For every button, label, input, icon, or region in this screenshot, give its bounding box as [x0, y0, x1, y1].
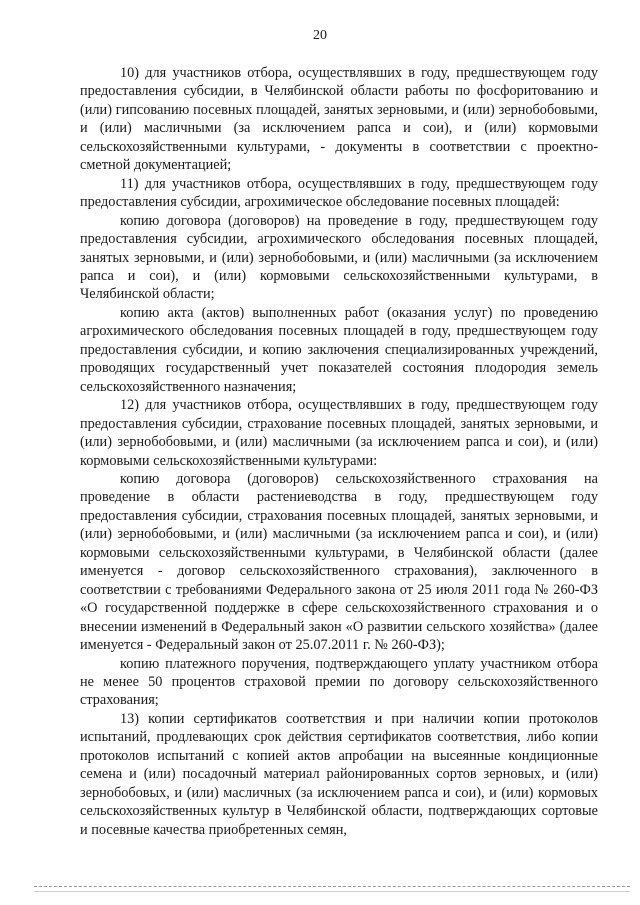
paragraph-item-11: 11) для участников отбора, осуществлявших в году, предшествующем году предоставления субсидии, агрохимическое обследование посевных площадей:: [80, 175, 598, 211]
paragraph-item-12: 12) для участников отбора, осуществлявших в году, предшествующем году предоставления субсидии, страхование посевных площадей, занятых зерновыми, и (или) зернобобовыми, и (или) масличными (за исключением рапса и сои), и (или) кормовыми сельскохозяйственными культурами:: [80, 397, 598, 469]
paragraph-payment-order: копию платежного поручения, подтверждающего уплату участником отбора не менее 50 процентов страховой премии по договору сельскохозяйственного страхования;: [80, 655, 598, 709]
paragraph-item-13: 13) копии сертификатов соответствия и при наличии копии протоколов испытаний, продлевающих срок действия сертификатов соответствия, либо копии протоколов испытаний с копией актов апробации на высеянные кондиционные семена и (или) посадочный материал районированных сортов зерновых, и (или) зернобобовых, и (или) масличных (за исключением рапса и сои), и (или) кормовых сельскохозяйственных культур в Челябинской области, подтверждающих сортовые и посевные качества приобретенных семян,: [80, 710, 598, 838]
footer-divider: [34, 886, 630, 887]
footer-divider-secondary: [34, 891, 630, 892]
document-body: [80, 64, 598, 839]
paragraph-insurance-contract: копию договора (договоров) сельскохозяйственного страхования на проведение в области растениеводства в году, предшествующем году предоставления субсидии, страхования посевных площадей, занятых зерновыми, и (или) зернобобовыми, и (или) масличными (за исключением рапса и сои), и (или) кормовыми сельскохозяйственными культурами, в Челябинской области (далее именуется - договор сельскохозяйственного страхования), заключенного в соответствии с требованиями Федерального закона от 25 июля 2011 года № 260-ФЗ «О государственной поддержке в сфере сельскохозяйственного страхования и о внесении изменений в Федеральный закон «О развитии сельского хозяйства» (далее именуется - Федеральный закон от 25.07.2011 г. № 260-ФЗ);: [80, 470, 598, 654]
paragraph-act-agrochem: копию акта (актов) выполненных работ (оказания услуг) по проведению агрохимического обследования посевных площадей в году, предшествующем году предоставления субсидии, и копию заключения специализированных учреждений, проводящих государственный учет показателей состояния плодородия земель сельскохозяйственного назначения;: [80, 304, 598, 395]
paragraph-contract-agrochem: копию договора (договоров) на проведение в году, предшествующем году предоставления субсидии, агрохимического обследования посевных площадей, занятых зерновыми, и (или) зернобобовыми, и (или) масличными (за исключением рапса и сои), и (или) кормовыми сельскохозяйственными культурами, в Челябинской области;: [80, 212, 598, 303]
page-number: 20: [313, 28, 327, 43]
paragraph-item-10: 10) для участников отбора, осуществлявших в году, предшествующем году предоставления субсидии, в Челябинской области работы по фосфоритованию и (или) гипсованию посевных площадей, занятых зерновыми, и (или) зернобобовыми, и (или) масличными (за исключением рапса и сои), и (или) кормовыми сельскохозяйственными культурами, - документы в соответствии с проектно-сметной документацией;: [80, 65, 598, 174]
